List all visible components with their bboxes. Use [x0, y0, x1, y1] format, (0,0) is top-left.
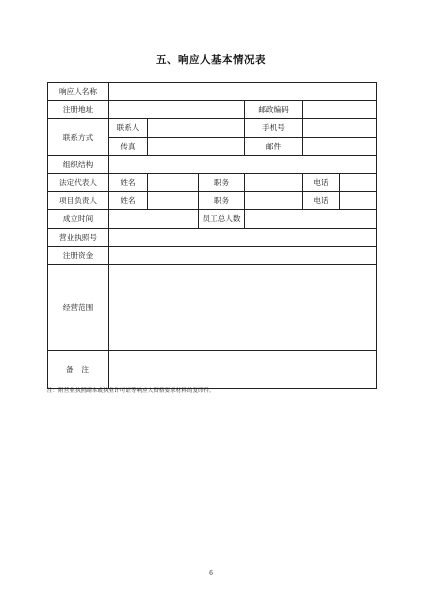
row-respondent-name — [48, 83, 377, 101]
label-mobile: 手机号 — [245, 119, 303, 137]
label-legal-rep-position: 职务 — [199, 173, 245, 191]
form-title: 五、响应人基本情况表 — [156, 54, 266, 66]
row-remarks — [48, 350, 377, 388]
label-license-no: 营业执照号 — [48, 228, 109, 246]
label-remarks: 备 注 — [48, 350, 109, 388]
label-org-structure: 组织结构 — [48, 155, 109, 173]
field-established[interactable] — [109, 210, 199, 228]
label-project-lead-position: 职务 — [199, 192, 245, 210]
label-business-scope: 经营范围 — [48, 264, 109, 350]
row-capital — [48, 246, 377, 264]
label-respondent-name: 响应人名称 — [48, 83, 109, 101]
field-project-lead-tel[interactable] — [340, 192, 377, 210]
row-license — [48, 228, 377, 246]
field-legal-rep-position[interactable] — [245, 173, 303, 191]
label-reg-capital: 注册资金 — [48, 246, 109, 264]
row-business-scope — [48, 264, 377, 350]
label-postcode: 邮政编码 — [245, 101, 303, 119]
row-legal-rep — [48, 173, 377, 191]
field-project-lead-name[interactable] — [148, 192, 199, 210]
field-reg-capital[interactable] — [109, 246, 377, 264]
footnote: 注：附营业执照副本或执业许可证等响应人资格要求材料的复印件。 — [47, 388, 215, 394]
field-employees[interactable] — [245, 210, 377, 228]
field-contact-person[interactable] — [148, 119, 245, 137]
field-mobile[interactable] — [303, 119, 377, 137]
label-legal-rep: 法定代表人 — [48, 173, 109, 191]
label-email: 邮件 — [245, 137, 303, 155]
row-org-structure — [48, 155, 377, 173]
label-fax: 传真 — [109, 137, 148, 155]
row-project-lead — [48, 192, 377, 210]
label-employees: 员工总人数 — [199, 210, 245, 228]
label-project-lead-name: 姓名 — [109, 192, 148, 210]
respondent-info-table — [47, 82, 377, 389]
field-fax[interactable] — [148, 137, 245, 155]
field-postcode[interactable] — [303, 101, 377, 119]
field-email[interactable] — [303, 137, 377, 155]
label-contact-method: 联系方式 — [48, 119, 109, 155]
page-number: 6 — [209, 570, 213, 577]
row-address — [48, 101, 377, 119]
field-respondent-name[interactable] — [109, 83, 377, 101]
field-remarks[interactable] — [109, 350, 377, 388]
label-address: 注册地址 — [48, 101, 109, 119]
field-legal-rep-name[interactable] — [148, 173, 199, 191]
label-established: 成立时间 — [48, 210, 109, 228]
field-legal-rep-tel[interactable] — [340, 173, 377, 191]
field-business-scope[interactable] — [109, 264, 377, 350]
field-license-no[interactable] — [109, 228, 377, 246]
label-project-lead-tel: 电话 — [303, 192, 340, 210]
field-project-lead-position[interactable] — [245, 192, 303, 210]
row-contact-1 — [48, 119, 377, 137]
label-project-lead: 项目负责人 — [48, 192, 109, 210]
label-legal-rep-name: 姓名 — [109, 173, 148, 191]
label-contact-person: 联系人 — [109, 119, 148, 137]
label-legal-rep-tel: 电话 — [303, 173, 340, 191]
row-established — [48, 210, 377, 228]
field-org-structure[interactable] — [109, 155, 377, 173]
field-address[interactable] — [109, 101, 245, 119]
